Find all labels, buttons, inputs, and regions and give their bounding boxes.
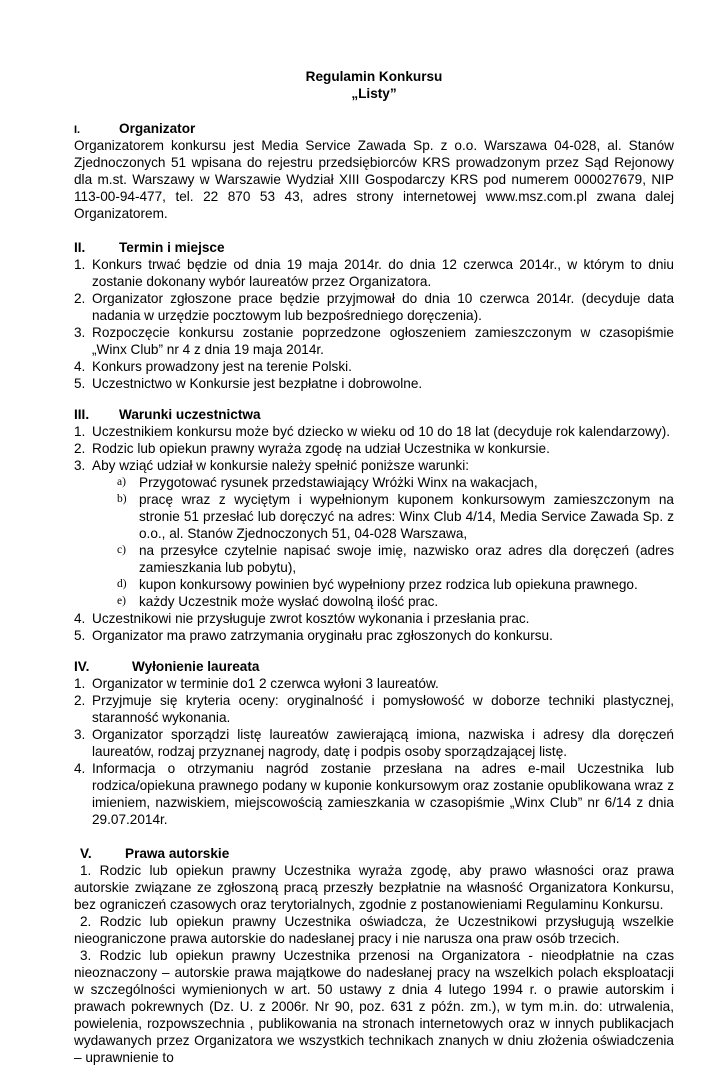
section-number: I. (74, 124, 81, 136)
conditions-list-continued (74, 610, 674, 644)
section-4-heading (74, 658, 674, 675)
organizer-paragraph: Organizatorem konkursu jest Media Service Zawada Sp. z o.o. Warszawa 04-028, al. Stanów Zjednoczonych 51 wpisana do rejestru przedsiębiorców KRS prowadzonym przez Sąd Rejonowy dla m.st. Warszawy w Warszawie Wydział XIII Gospodarczy KRS pod numerem 000027679, NIP 113-00-94-477, tel. 22 870 53 43, adres strony internetowej www.msz.com.pl zwana dalej Organizatorem. (74, 138, 674, 221)
item-text: pracę wraz z wyciętym i wypełnionym kuponem konkursowym zamieszczonym na stronie 51 przesłać lub doręczyć na adres: Winx Club 4/14, Media Service Zawada Sp. z o.o., al. Stanów Zjednoczonych 51, 04-028 Warszawa, (139, 492, 674, 541)
item-text: Uczestnikowi nie przysługuje zwrot kosztów wykonania i przesłania prac. (92, 611, 530, 626)
item-number: 2. (74, 441, 86, 456)
item-number: 1. (74, 257, 86, 272)
list-item (74, 692, 674, 726)
section-number: V. (80, 846, 92, 861)
winners-list (74, 675, 674, 828)
item-text: Uczestnictwo w Konkursie jest bezpłatne i dobrowolne. (92, 376, 423, 391)
section-2-heading (74, 239, 674, 256)
item-text: Organizator w terminie do1 2 czerwca wyłoni 3 laureatów. (92, 676, 439, 691)
item-number: 2. (74, 693, 86, 708)
item-text: Przyjmuje się kryteria oceny: oryginalność i pomysłowość w doborze techniki plastycznej, staranność wykonania. (92, 693, 674, 725)
item-text: Organizator sporządzi listę laureatów zawierającą imiona, nazwiska i adresy dla doręczeń laureatów, rodzaj przyznanej nagrody, datę i podpis osoby sporządzającej listę. (92, 727, 674, 759)
conditions-list (74, 423, 674, 474)
item-text: Konkurs prowadzony jest na terenie Polski. (92, 359, 352, 374)
item-number: 1. (74, 676, 86, 691)
paragraph: 3. Rodzic lub opiekun prawny Uczestnika przenosi na Organizatora - nieodpłatnie na czas nieoznaczony – autorskie prawa majątkowe do nadesłanej pracy na wszelkich polach eksploatacji w szczególności wymienionych w art. 50 ustawy z dnia 4 lutego 1994 r. o prawie autorskim i prawach pokrewnych (Dz. U. z 2006r. Nr 90, poz. 631 z późn. zm.), w tym m.in. do: utrwalenia, powielenia, rozpowszechnia , publikowania na stronach internetowych oraz w innych publikacjach wydawanych przez Organizatora we wszystkich technikach znanych w dniu złożenia oświadczenia – uprawnienie to (74, 948, 674, 1065)
list-item (74, 290, 674, 324)
list-item (74, 324, 674, 358)
document-title: Regulamin Konkursu (305, 69, 443, 84)
item-text: Przygotować rysunek przedstawiający Wróżki Winx na wakacjach, (139, 475, 538, 490)
item-text: Aby wziąć udział w konkursie należy spełnić poniższe warunki: (92, 458, 470, 473)
document-subtitle: „Listy” (351, 86, 397, 101)
list-item (74, 610, 674, 627)
sublist-item (117, 593, 674, 610)
section-number: IV. (74, 659, 90, 674)
section-title: Warunki uczestnictwa (119, 407, 261, 422)
paragraph: 1. Rodzic lub opiekun prawny Uczestnika wyraża zgodę, aby prawo własności oraz prawa autorskie związane ze zgłoszoną pracą przeszły bezpłatnie na własność Organizatora Konkursu, bez ograniczeń czasowych oraz terytorialnych, zgodnie z postanowieniami Regulaminu Konkursu. (74, 863, 674, 912)
paragraph: 2. Rodzic lub opiekun prawny Uczestnika oświadcza, że Uczestnikowi przysługują wszelkie nieograniczone prawa autorskie do nadesłanej pracy i nie narusza ona praw osób trzecich. (74, 914, 674, 946)
item-number: 5. (74, 628, 86, 643)
list-item (74, 256, 674, 290)
document-page (74, 68, 674, 1066)
item-number: 3. (74, 458, 86, 473)
section-number: II. (74, 240, 86, 255)
item-text: Rodzic lub opiekun prawny wyraża zgodę na udział Uczestnika w konkursie. (92, 441, 550, 456)
list-item (74, 726, 674, 760)
item-number: 3. (74, 325, 86, 340)
list-item (74, 627, 674, 644)
item-number: 4. (74, 611, 86, 626)
requirements-sublist (74, 474, 674, 610)
item-text: Uczestnikiem konkursu może być dziecko w wieku od 10 do 18 lat (decyduje rok kalendarzowy). (92, 424, 670, 439)
item-number: 3. (74, 727, 86, 742)
item-text: każdy Uczestnik może wysłać dowolną ilość prac. (139, 594, 439, 609)
item-text: Organizator zgłoszone prace będzie przyjmował do dnia 10 czerwca 2014r. (decyduje data nadania w urzędzie pocztowym lub bezpośredniego doręczenia). (92, 291, 674, 323)
section-title: Prawa autorskie (125, 846, 230, 861)
item-number: 4. (74, 359, 86, 374)
sublist-item (117, 576, 674, 593)
section-5-heading (74, 845, 674, 862)
item-letter: e) (117, 595, 126, 607)
section-title: Wyłonienie laureata (132, 659, 260, 674)
list-item (74, 375, 674, 392)
item-letter: a) (117, 476, 126, 488)
copyright-paragraphs (74, 862, 674, 1066)
item-letter: b) (117, 493, 127, 505)
item-number: 1. (74, 424, 86, 439)
item-letter: c) (117, 544, 126, 556)
item-number: 4. (74, 761, 86, 776)
section-title: Termin i miejsce (119, 240, 225, 255)
section-number: III. (74, 407, 90, 422)
item-text: Organizator ma prawo zatrzymania oryginału prac zgłoszonych do konkursu. (92, 628, 553, 643)
list-item (74, 440, 674, 457)
item-text: kupon konkursowy powinien być wypełniony przez rodzica lub opiekuna prawnego. (139, 577, 638, 592)
section-1-heading (74, 120, 674, 137)
list-item (74, 423, 674, 440)
list-item (74, 675, 674, 692)
item-number: 5. (74, 376, 86, 391)
item-text: na przesyłce czytelnie napisać swoje imię, nazwisko oraz adres dla doręczeń (adres zamieszkania lub pobytu), (139, 543, 674, 575)
list-item (74, 457, 674, 474)
term-list (74, 256, 674, 392)
list-item (74, 358, 674, 375)
sublist-item (117, 542, 674, 576)
sublist-item (117, 474, 674, 491)
item-text: Konkurs trwać będzie od dnia 19 maja 2014r. do dnia 12 czerwca 2014r., w którym to dniu zostanie dokonany wybór laureatów przez Organizatora. (92, 257, 674, 289)
item-text: Informacja o otrzymaniu nagród zostanie przesłana na adres e-mail Uczestnika lub rodzica/opiekuna prawnego podany w kuponie konkursowym oraz zostanie opublikowana wraz z imieniem, nazwiskiem, miejscowością zamieszkania w czasopiśmie „Winx Club” nr 6/14 z dnia 29.07.2014r. (92, 761, 674, 827)
item-text: Rozpoczęcie konkursu zostanie poprzedzone ogłoszeniem zamieszczonym w czasopiśmie „Winx Club” nr 4 z dnia 19 maja 2014r. (92, 325, 674, 357)
list-item (74, 760, 674, 828)
section-3-heading (74, 406, 674, 423)
sublist-item (117, 491, 674, 542)
section-title: Organizator (119, 121, 196, 136)
item-letter: d) (117, 578, 127, 590)
item-number: 2. (74, 291, 86, 306)
